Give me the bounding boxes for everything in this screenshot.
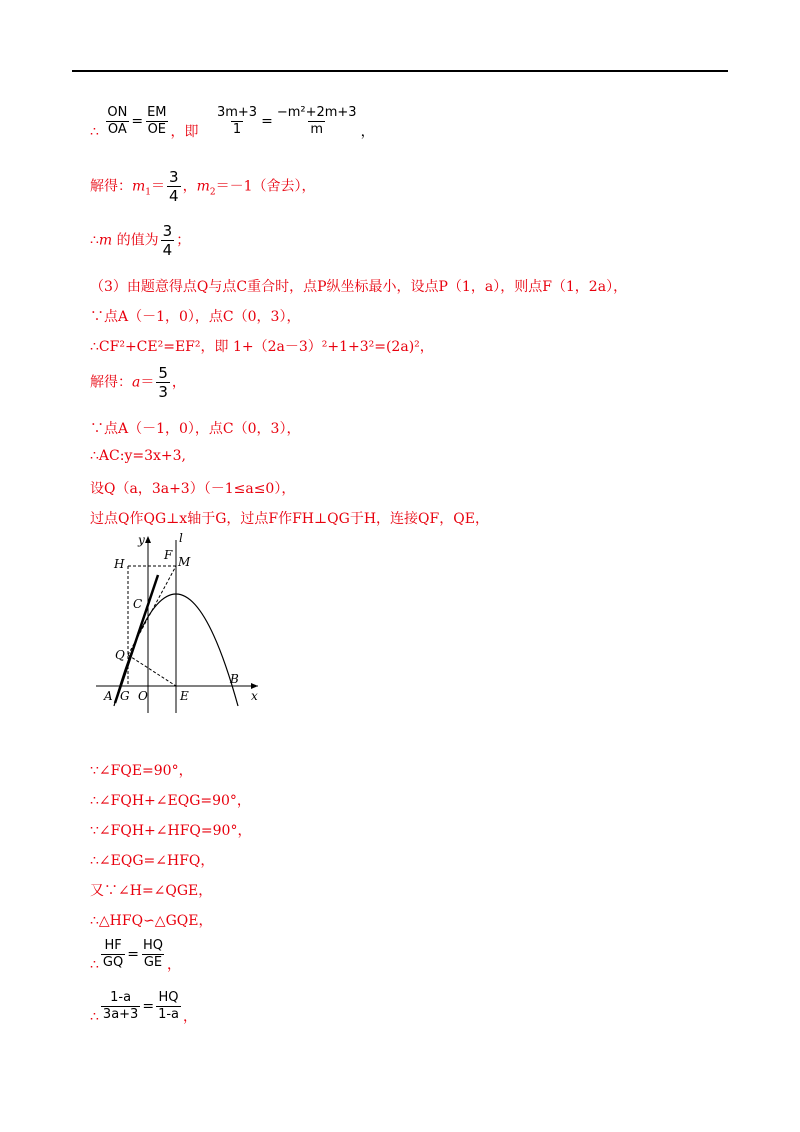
line-angle-fqe: ∵∠FQE=90°， [90,763,193,779]
fraction-1a-3a3 [101,990,140,1023]
numerator: HF [104,938,122,953]
denominator: GE [143,955,163,970]
label-m: M [178,555,191,569]
fraction-three-quarters [161,222,175,259]
numerator: EM [147,105,167,120]
denominator: 4 [162,241,173,259]
label-a: A [104,689,113,703]
fraction-3m3 [215,105,259,138]
rest-text: ＝－1（舍去）， [215,178,316,195]
denominator: OE [147,122,167,137]
numerator: ON [107,105,128,120]
label: 解得： [90,374,132,391]
label-y: y [138,533,145,547]
line-angle-sum-2: ∵∠FQH+∠HFQ=90°， [90,823,252,839]
line-solve-a [90,364,186,401]
line-solve-m [90,168,316,205]
fraction-five-thirds [156,364,170,401]
label: 解得： [90,178,132,195]
label-g: G [120,689,130,703]
fraction-hq-1a [156,990,181,1023]
comma: ， [171,374,186,391]
label-h: H [114,557,125,571]
label-o: O [138,689,148,703]
equals: = [131,113,144,130]
fraction-three-quarters [167,168,181,205]
therefore-symbol: ∴ [90,232,99,249]
denominator: m [310,122,324,137]
fraction-hq-ge [141,938,165,971]
line-proportion [90,105,375,138]
denominator: 3a+3 [102,1007,139,1022]
label-b: B [230,672,239,686]
label-x: x [251,689,258,703]
var-m: m [98,232,113,249]
numerator: HQ [158,990,179,1005]
label-f: F [164,548,173,562]
var-m: m [132,178,146,195]
therefore-symbol: ∴ [90,123,99,140]
numerator: −m²+2m+3 [276,105,357,120]
denominator: OA [107,122,127,137]
therefore-symbol: ∴ [90,1008,99,1025]
line-ac [115,575,158,703]
line-similar: ∴△HFQ∽△GQE， [90,913,213,929]
numerator: HQ [142,938,163,953]
line-points-a-c: ∵点A（－1，0），点C（0，3）， [90,309,301,325]
equals: ＝ [151,178,166,195]
line-ratio-1 [90,938,181,971]
line-m-value [90,222,190,259]
comma: ， [183,1008,197,1025]
label-e: E [180,689,189,703]
dashed-qe [128,655,176,686]
equals: = [127,946,139,963]
fraction-em-oe [145,105,168,138]
connector-text: ，即 [170,123,199,140]
line-part3: （3）由题意得点Q与点C重合时，点P纵坐标最小，设点P（1，a），则点F（1，2a）， [90,279,628,295]
denominator: 1 [232,122,242,137]
numerator: 5 [158,364,168,382]
text: 的值为 [112,232,159,249]
line-angle-sum-1: ∴∠FQH+∠EQG=90°， [90,793,251,809]
fraction-on-oa [105,105,129,138]
line-construction: 过点Q作QG⊥x轴于G，过点F作FH⊥QG于H，连接QF，QE， [90,511,489,527]
subscript: 2 [209,187,216,198]
line-pythagoras: ∴CF²+CE²=EF²，即 1+（2a－3）²+1+3²=(2a)²， [90,339,434,355]
comma: ， [360,123,375,140]
therefore-symbol: ∴ [90,956,99,973]
label-q: Q [115,648,125,662]
line-ac-equation: ∴AC:y=3x+3, [90,448,186,464]
numerator: 3 [169,168,179,186]
line-angle-equal: ∴∠EQG=∠HFQ， [90,853,215,869]
line-ratio-2 [90,990,197,1023]
equals: = [261,113,273,130]
line-angle-h: 又∵∠H=∠QGE， [90,883,213,899]
denominator: 4 [169,187,179,205]
numerator: 1-a [110,990,132,1005]
var-a: a [132,374,141,391]
var-m: m [196,178,210,195]
comma: ， [166,956,181,973]
line-set-q: 设Q（a，3a+3）（－1≤a≤0）， [90,481,296,497]
parabola-figure [88,528,268,713]
y-axis-arrow [145,536,151,543]
equals: = [142,998,155,1015]
fraction-hf-gq [101,938,125,971]
semicolon: ； [176,232,191,249]
fraction-quadratic [275,105,359,138]
equals: ＝ [140,374,155,391]
header-rule [72,70,728,72]
denominator: 3 [158,383,168,401]
denominator: 1-a [158,1007,179,1022]
comma: ， [182,178,197,195]
label-l: l [179,531,183,545]
subscript: 1 [145,187,152,198]
label-c: C [133,597,143,611]
denominator: GQ [102,955,124,970]
numerator: 3m+3 [216,105,258,120]
numerator: 3 [162,222,173,240]
line-points-a-c-2: ∵点A（－1，0），点C（0，3）， [90,421,301,437]
